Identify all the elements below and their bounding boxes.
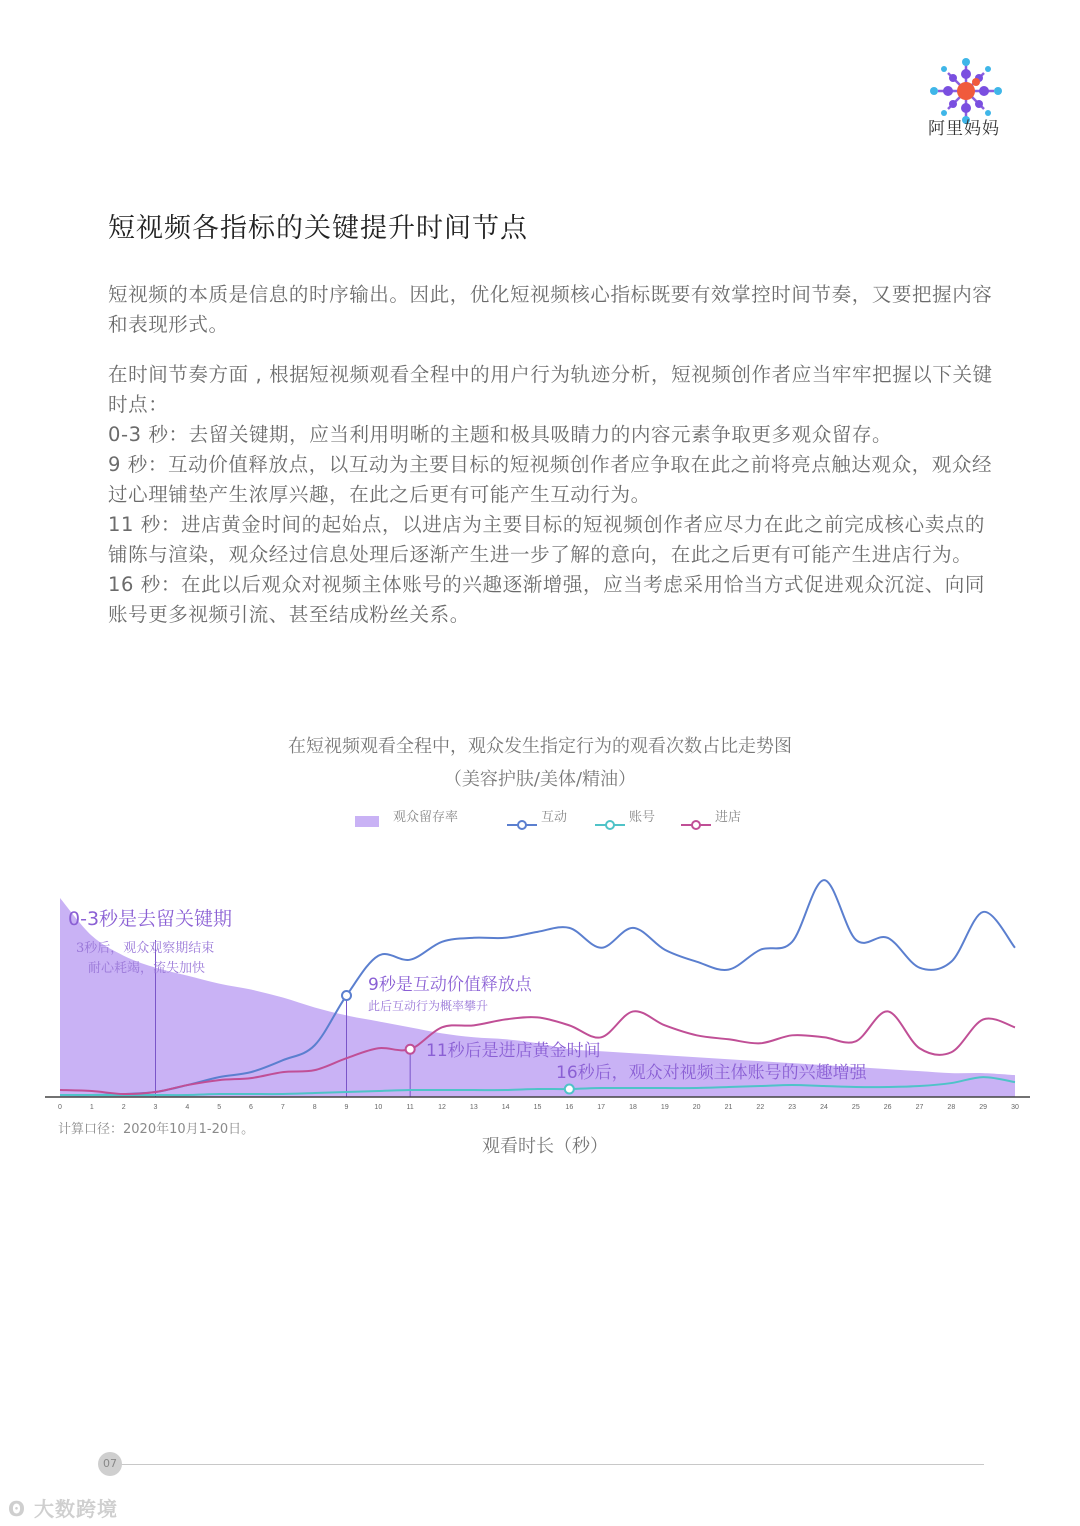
x-tick-label: 19 [660, 1104, 669, 1111]
x-tick-label: 24 [820, 1104, 828, 1111]
key-points [108, 360, 998, 630]
legend-account-marker-icon [595, 818, 625, 830]
x-tick-label: 15 [533, 1104, 542, 1111]
legend-retention-label[interactable]: 观众留存率 [393, 810, 459, 825]
x-tick-label: 29 [979, 1104, 988, 1111]
x-tick-label: 3 [153, 1104, 158, 1111]
watermark [8, 1493, 118, 1522]
x-tick-label: 26 [883, 1104, 892, 1111]
x-axis-label: 观看时长（秒） [482, 1136, 608, 1157]
chart-subtitle: （美容护肤/美体/精油） [443, 769, 637, 790]
intro-paragraph [108, 280, 998, 340]
x-tick-label: 18 [629, 1104, 637, 1111]
annotation-11s-title: 11秒后是进店黄金时间 [426, 1041, 601, 1061]
x-tick-label: 0 [58, 1104, 62, 1111]
page-number: 07 [98, 1452, 122, 1476]
x-tick-label: 10 [374, 1104, 383, 1111]
x-tick-label: 2 [121, 1104, 126, 1111]
annotation-3s-line2: 耐心耗竭，流失加快 [88, 961, 206, 976]
x-tick-label: 6 [249, 1104, 253, 1111]
x-tick-label: 28 [947, 1104, 956, 1111]
footer-divider [118, 1464, 984, 1465]
x-tick-label: 13 [469, 1104, 478, 1111]
legend-account-label[interactable]: 账号 [629, 810, 656, 825]
x-tick-label: 4 [185, 1104, 190, 1111]
x-tick-label: 12 [438, 1104, 446, 1111]
x-tick-label: 20 [692, 1104, 701, 1111]
annotation-9s-sub: 此后互动行为概率攀升 [368, 999, 489, 1013]
trend-chart [0, 850, 1080, 1120]
x-tick-label: 16 [565, 1104, 574, 1111]
watermark-text: 大数跨境 [33, 1497, 118, 1521]
logo-text: 阿里妈妈 [928, 119, 1000, 139]
x-tick-label: 9 [344, 1104, 349, 1111]
x-tick-label: 22 [756, 1104, 765, 1111]
annotation-9s-title: 9秒是互动价值释放点 [368, 975, 532, 995]
point-11s: 11 秒：进店黄金时间的起始点，以进店为主要目标的短视频创作者应尽力在此之前完成核心卖点的铺陈与渲染，观众经过信息处理后逐渐产生进一步了解的意向，在此之后更有可能产生进店行为。 [108, 513, 986, 566]
chart-footnote: 计算口径：2020年10月1-20日。 [58, 1122, 255, 1137]
paragraph-1: 短视频的本质是信息的时序输出。因此，优化短视频核心指标既要有效掌控时间节奏，又要把握内容和表现形式。 [108, 283, 993, 336]
annotation-3s-line1: 3秒后，观众观察期结束 [76, 941, 215, 956]
annotation-16s-title: 16秒后，观众对视频主体账号的兴趣增强 [556, 1063, 867, 1083]
point-9s: 9 秒：互动价值释放点，以互动为主要目标的短视频创作者应争取在此之前将亮点触达观众，观众经过心理铺垫产生浓厚兴趣，在此之后更有可能产生互动行为。 [108, 453, 993, 506]
x-tick-label: 7 [280, 1104, 285, 1111]
x-tick-label: 11 [406, 1104, 414, 1111]
legend-interaction-label[interactable]: 互动 [541, 810, 568, 825]
page-title: 短视频各指标的关键提升时间节点 [108, 213, 528, 244]
highlight-point-11s [406, 1045, 415, 1054]
legend-store-marker-icon [681, 818, 711, 830]
x-tick-label: 21 [724, 1104, 733, 1111]
x-tick-label: 8 [312, 1104, 317, 1111]
point-16s: 16 秒：在此以后观众对视频主体账号的兴趣逐渐增强，应当考虑采用恰当方式促进观众沉淀、向同账号更多视频引流、甚至结成粉丝关系。 [108, 573, 986, 626]
x-tick-label: 17 [597, 1104, 606, 1111]
legend-interaction-marker-icon [507, 818, 537, 830]
paragraph-2: 在时间节奏方面 , 根据短视频观看全程中的用户行为轨迹分析，短视频创作者应当牢牢把握以下关键时点： [108, 363, 993, 416]
legend-retention-swatch-icon [355, 816, 379, 827]
chart-title: 在短视频观看全程中，观众发生指定行为的观看次数占比走势图 [288, 736, 792, 757]
x-tick-label: 23 [788, 1104, 797, 1111]
x-tick-label: 30 [1011, 1104, 1019, 1111]
x-tick-label: 1 [89, 1104, 94, 1111]
x-tick-label: 25 [851, 1104, 860, 1111]
x-tick-label: 5 [217, 1104, 222, 1111]
legend-store-label[interactable]: 进店 [715, 810, 742, 825]
annotation-0-3s-title: 0-3秒是去留关键期 [68, 908, 233, 930]
highlight-point-16s [565, 1085, 574, 1094]
watermark-logo-icon: ʘ [8, 1497, 27, 1521]
highlight-point-9s [342, 991, 351, 1000]
x-tick-label: 14 [501, 1104, 510, 1111]
x-tick-label: 27 [915, 1104, 924, 1111]
point-0-3s: 0-3 秒：去留关键期，应当利用明晰的主题和极具吸睛力的内容元素争取更多观众留存。 [108, 423, 893, 446]
